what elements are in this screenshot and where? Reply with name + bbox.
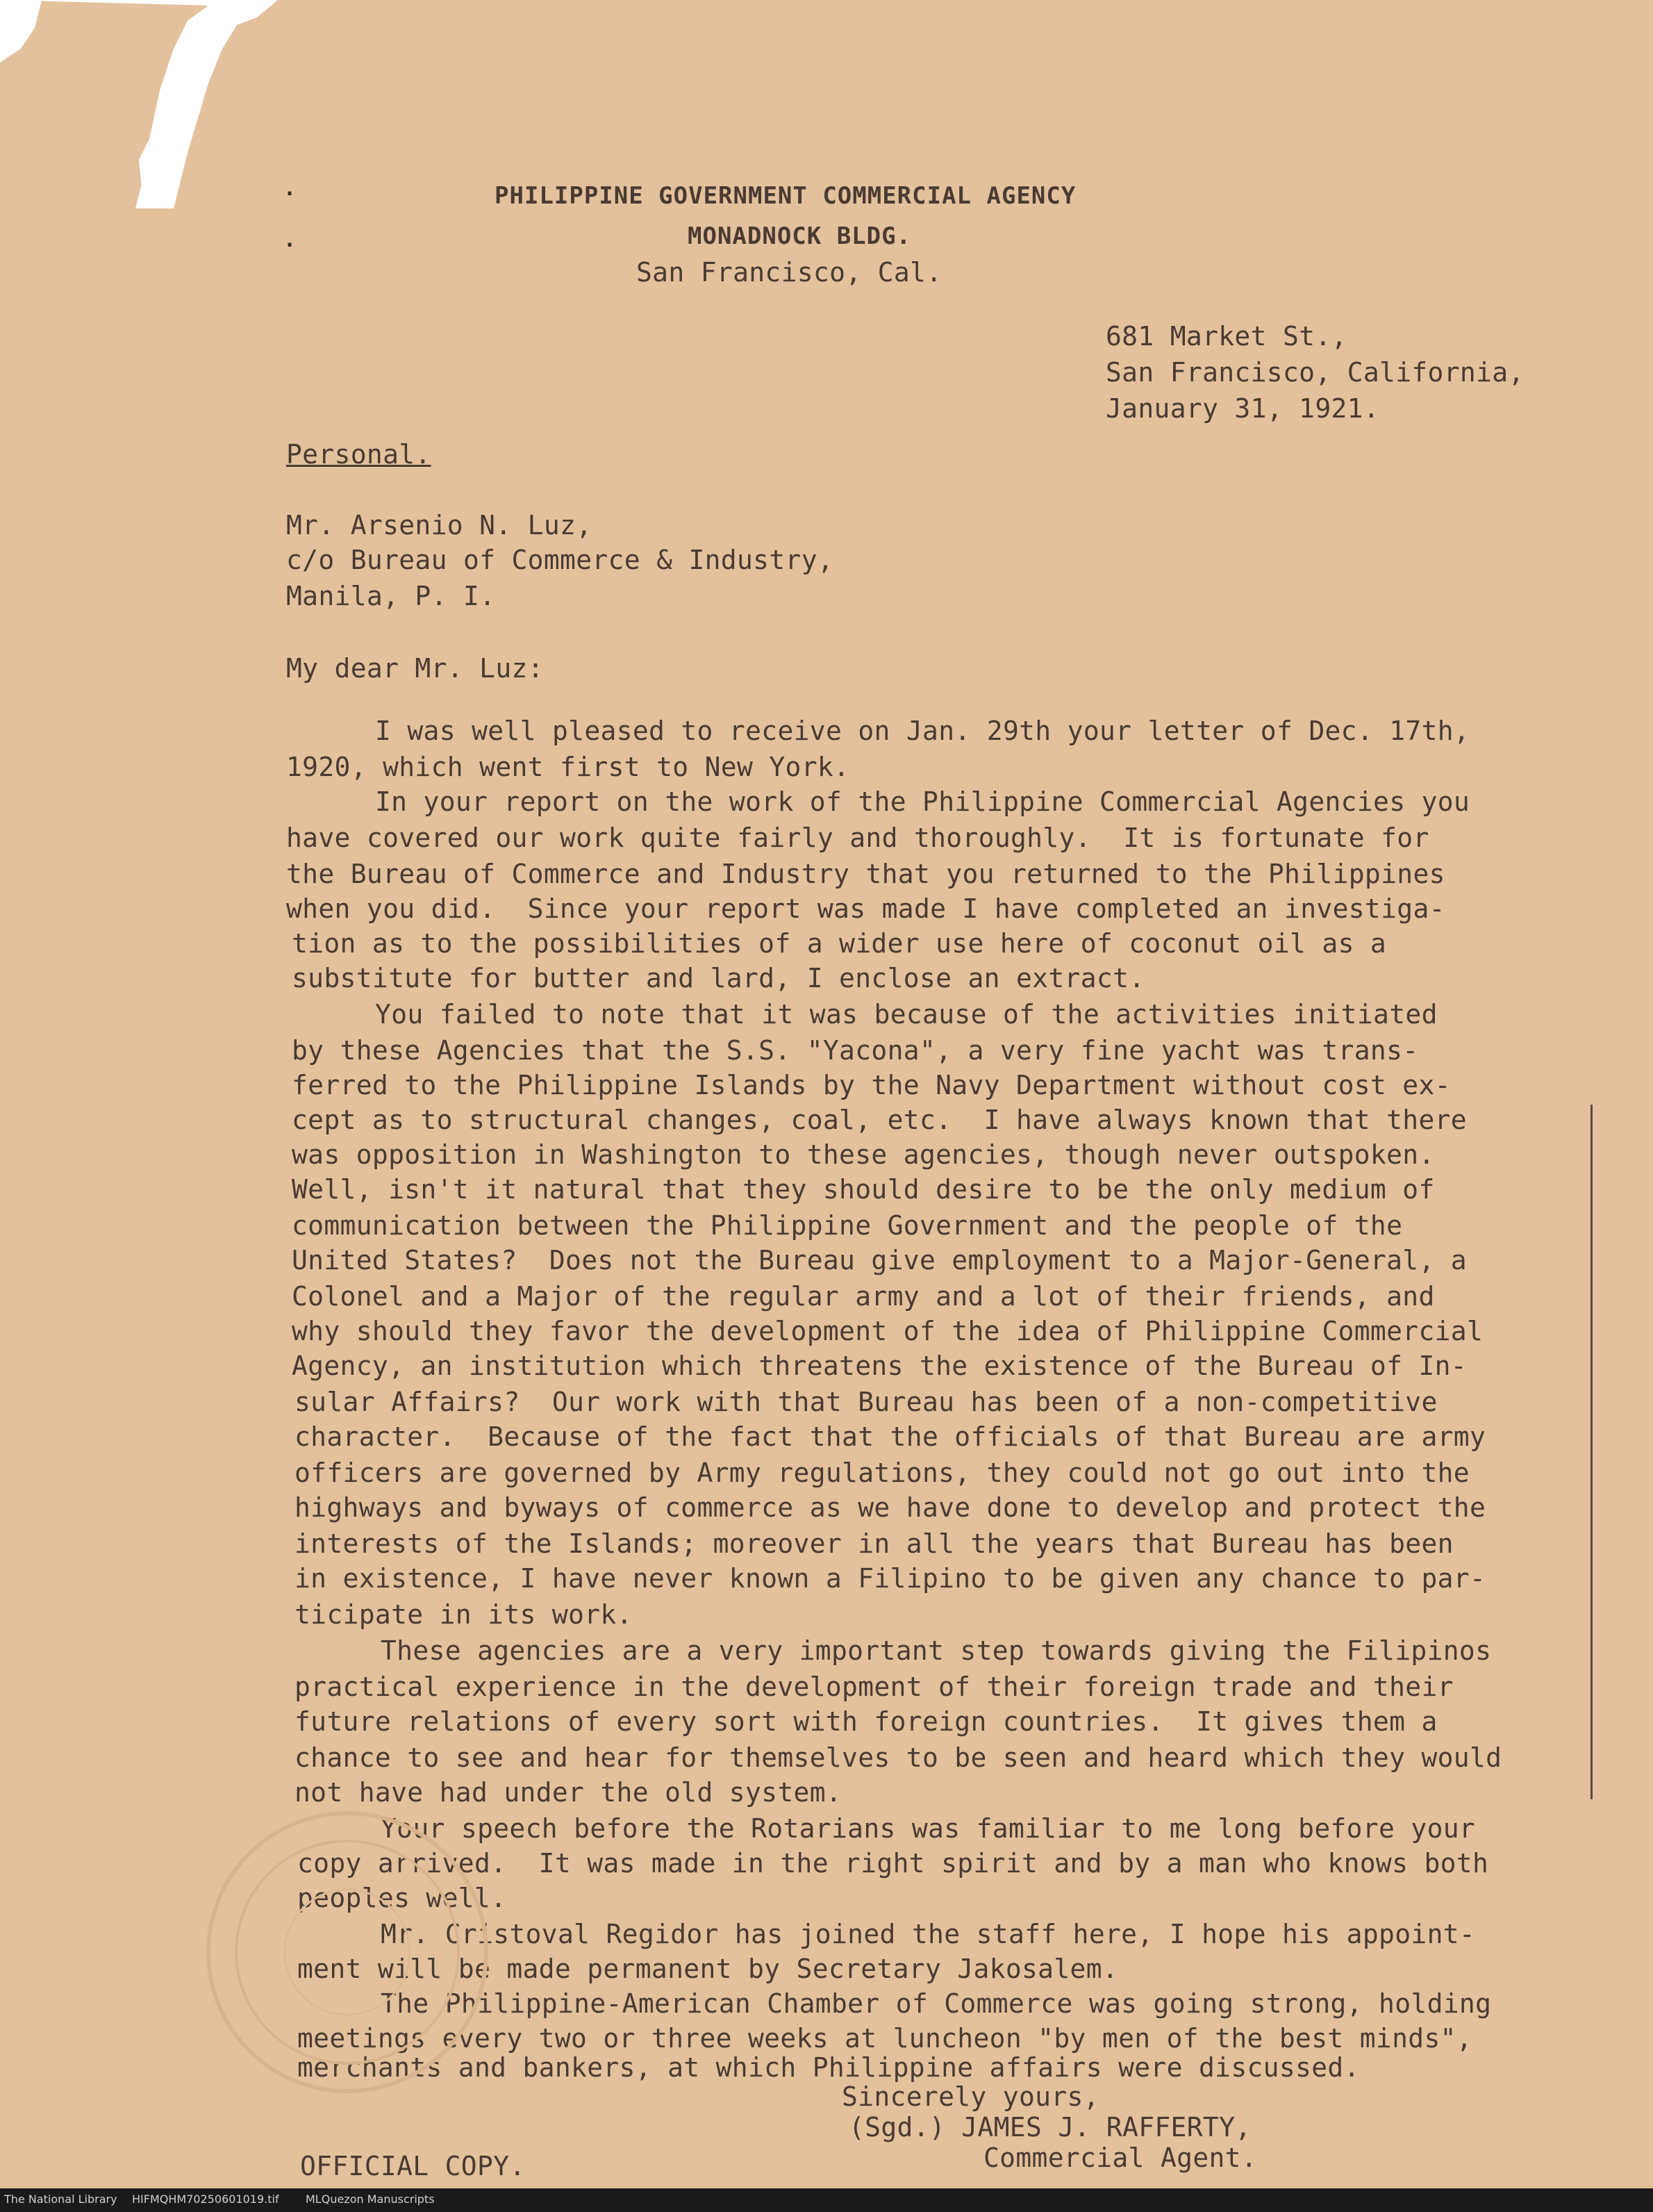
body-line: substitute for butter and lard, I enclose an extract. — [292, 963, 1145, 993]
body-line: character. Because of the fact that the officials of that Bureau are army — [294, 1421, 1486, 1452]
recipient-org: c/o Bureau of Commerce & Industry, — [286, 545, 834, 575]
body-line: tion as to the possibilities of a wider use here of coconut oil as a — [292, 928, 1387, 959]
body-line: communication between the Philippine Government and the people of the — [292, 1210, 1403, 1241]
body-line: These agencies are a very important step towards giving the Filipinos — [381, 1635, 1492, 1666]
footer-file: HIFMQHM70250601019.tif — [132, 2193, 279, 2206]
body-line: not have had under the old system. — [294, 1777, 842, 1808]
body-line: United States? Does not the Bureau give employment to a Major-General, a — [292, 1245, 1467, 1276]
punch-mark: · — [283, 233, 297, 258]
letter-date: January 31, 1921. — [1106, 393, 1380, 424]
footer-library: The National Library — [4, 2193, 117, 2206]
body-line: in existence, I have never known a Filipino to be given any chance to par- — [294, 1563, 1486, 1594]
body-line: officers are governed by Army regulations, they could not go out into the — [294, 1458, 1470, 1488]
official-copy-label: OFFICIAL COPY. — [300, 2151, 526, 2181]
margin-bar — [1590, 1105, 1593, 1799]
body-line: have covered our work quite fairly and thoroughly. It is fortunate for — [286, 823, 1429, 853]
archive-footer — [0, 2188, 1653, 2212]
body-line: cept as to structural changes, coal, etc. I have always known that there — [292, 1105, 1467, 1135]
body-line: merchants and bankers, at which Philippine affairs were discussed. — [297, 2052, 1360, 2083]
recipient-city: Manila, P. I. — [286, 581, 496, 611]
body-line: peoples well. — [297, 1883, 507, 1913]
body-line: In your report on the work of the Philippine Commercial Agencies you — [375, 786, 1470, 817]
recipient-name: Mr. Arsenio N. Luz, — [286, 510, 592, 540]
body-line: Agency, an institution which threatens the existence of the Bureau of In- — [292, 1351, 1467, 1381]
body-line: chance to see and hear for themselves to be seen and heard which they would — [294, 1742, 1502, 1773]
body-line: 1920, which went first to New York. — [286, 752, 850, 782]
address-city: San Francisco, California, — [1106, 357, 1525, 388]
body-line: Colonel and a Major of the regular army and a lot of their friends, and — [292, 1281, 1435, 1312]
closing: Sincerely yours, — [842, 2081, 1099, 2112]
body-line: sular Affairs? Our work with that Bureau has been of a non-competitive — [294, 1387, 1438, 1417]
body-line: highways and byways of commerce as we have done to develop and protect the — [294, 1492, 1486, 1523]
body-line: by these Agencies that the S.S. "Yacona", a very fine yacht was trans- — [292, 1035, 1419, 1066]
embossed-seal — [201, 1806, 493, 2098]
signer-title: Commercial Agent. — [983, 2143, 1258, 2173]
body-line: why should they favor the development of the idea of Philippine Commercial — [292, 1316, 1484, 1346]
salutation: My dear Mr. Luz: — [286, 653, 544, 684]
body-line: interests of the Islands; moreover in all the years that Bureau has been — [294, 1528, 1454, 1559]
torn-edge — [0, 0, 278, 222]
footer-collection: MLQuezon Manuscripts — [306, 2193, 435, 2206]
body-line: future relations of every sort with foreign countries. It gives them a — [294, 1706, 1438, 1737]
body-line: The Philippine-American Chamber of Commerce was going strong, holding — [381, 1988, 1492, 2019]
body-line: copy arrived. It was made in the right spirit and by a man who knows both — [297, 1848, 1489, 1879]
signature: (Sgd.) JAMES J. RAFFERTY, — [849, 2112, 1252, 2143]
punch-mark: · — [283, 182, 297, 206]
body-line: ticipate in its work. — [294, 1599, 633, 1630]
body-line: Well, isn't it natural that they should desire to be the only medium of — [292, 1174, 1435, 1205]
body-line: Your speech before the Rotarians was familiar to me long before your — [381, 1813, 1476, 1844]
letterhead-line-3: San Francisco, Cal. — [636, 257, 942, 288]
body-line: I was well pleased to receive on Jan. 29th your letter of Dec. 17th, — [375, 716, 1470, 746]
body-line: ferred to the Philippine Islands by the Navy Department without cost ex- — [292, 1070, 1451, 1100]
body-line: ment will be made permanent by Secretary Jakosalem. — [297, 1954, 1119, 1984]
address-street: 681 Market St., — [1106, 321, 1347, 352]
body-line: practical experience in the development of their foreign trade and their — [294, 1672, 1454, 1702]
body-line: Mr. Cristoval Regidor has joined the staff here, I hope his appoint- — [381, 1919, 1476, 1949]
body-line: the Bureau of Commerce and Industry that you returned to the Philippines — [286, 859, 1445, 889]
letterhead-line-2: MONADNOCK BLDG. — [688, 222, 912, 250]
body-line: You failed to note that it was because of the activities initiated — [375, 999, 1438, 1030]
body-line: was opposition in Washington to these agencies, though never outspoken. — [292, 1139, 1435, 1170]
body-line: meetings every two or three weeks at luncheon "by men of the best minds", — [297, 2023, 1472, 2054]
body-line: when you did. Since your report was made I have completed an investiga- — [286, 893, 1445, 924]
letterhead-line-1: PHILIPPINE GOVERNMENT COMMERCIAL AGENCY — [495, 182, 1077, 210]
personal-marking: Personal. — [286, 439, 431, 470]
